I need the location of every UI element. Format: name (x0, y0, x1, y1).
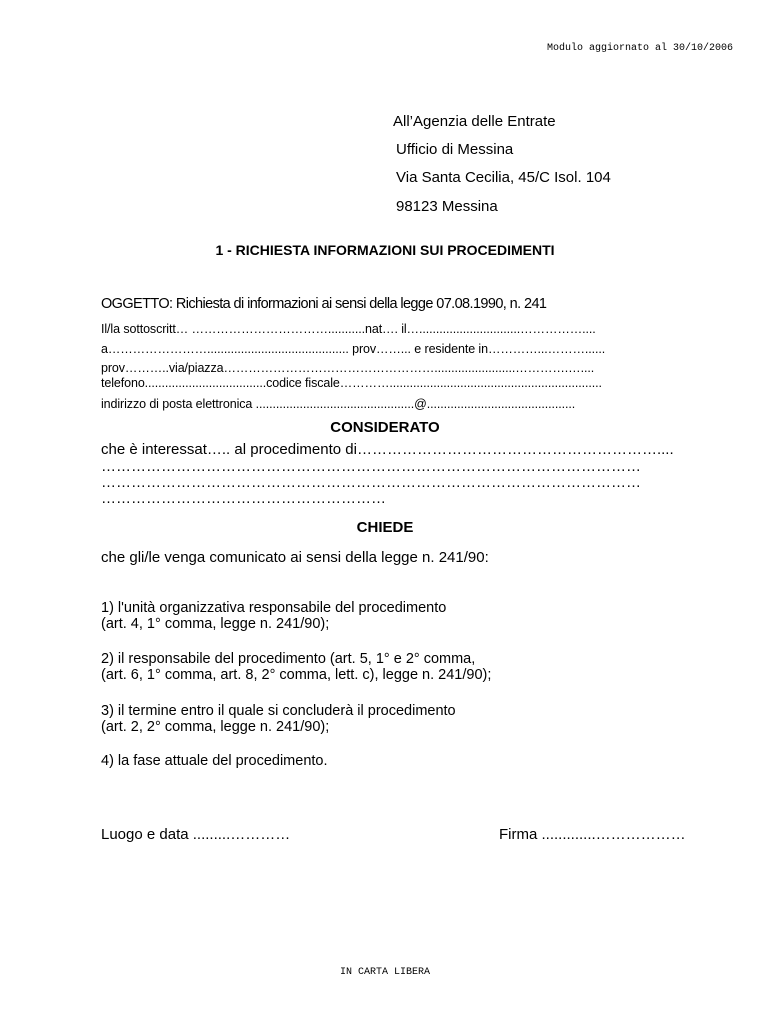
chiede-intro: che gli/le venga comunicato ai sensi della legge n. 241/90: (101, 549, 489, 566)
considerato-dots: ……………………………………………………………………………………………… (101, 458, 641, 475)
subject-line: OGGETTO: Richiesta di informazioni ai sensi della legge 07.08.1990, n. 241 (101, 296, 547, 312)
considerato-line: che è interessat….. al procedimento di…………………………………………………….... (101, 441, 674, 458)
version-note: Modulo aggiornato al 30/10/2006 (546, 43, 733, 54)
request-item-4: 4) la fase attuale del procedimento. (101, 753, 328, 769)
document-title: 1 - RICHIESTA INFORMAZIONI SUI PROCEDIMENTI (215, 242, 555, 258)
place-date-field: Luogo e data .........………… (101, 826, 291, 843)
considerato-heading: CONSIDERATO (330, 419, 440, 436)
chiede-heading: CHIEDE (356, 519, 414, 536)
field-phone-tax-code: telefono....................................codice fiscale…………............................................................... (101, 376, 602, 390)
field-name-birth: Il/la sottoscritt… ……………………………...........nat…. il…..............................…………….... (101, 322, 596, 336)
considerato-dots: ……………………………………………………………………………………………… (101, 474, 641, 491)
request-item-3: 3) il termine entro il quale si concluderà il procedimento (art. 2, 2° comma, legge n. 241/90); (101, 703, 456, 735)
recipient-line: 98123 Messina (396, 198, 498, 215)
recipient-line: All’Agenzia delle Entrate (393, 113, 556, 130)
signature-field: Firma .............……………… (499, 826, 686, 843)
request-item-2: 2) il responsabile del procedimento (art. 5, 1° e 2° comma, (art. 6, 1° comma, art. 8, 2° comma, lett. c), legge n. 241/90); (101, 651, 492, 683)
recipient-line: Ufficio di Messina (396, 141, 514, 158)
request-item-1: 1) l'unità organizzativa responsabile del procedimento (art. 4, 1° comma, legge n. 241/90); (101, 600, 447, 632)
footer-note: IN CARTA LIBERA (339, 967, 430, 978)
considerato-dots: ………………………………………………… (101, 490, 386, 507)
field-email: indirizzo di posta elettronica ...............................................@............................................ (101, 397, 576, 411)
recipient-line: Via Santa Cecilia, 45/C Isol. 104 (396, 169, 611, 186)
field-address: prov………..via/piazza……………………………………………........................………….….... (101, 361, 595, 375)
field-birthplace-residence: a…………………….......................................... prov……... e residente in…………...………...... (101, 342, 606, 356)
